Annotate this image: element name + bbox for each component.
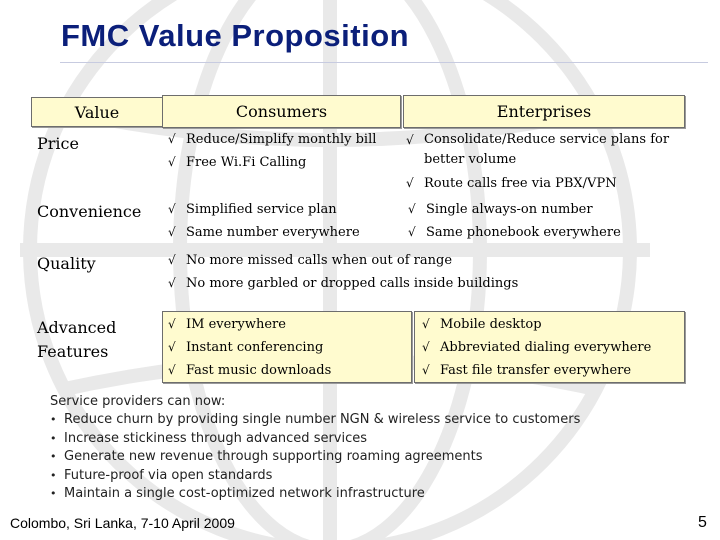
list-item-text: No more garbled or dropped calls inside buildings	[186, 276, 519, 291]
list-item	[422, 336, 651, 359]
list-item-text: Instant conferencing	[186, 340, 324, 355]
check-icon: √	[406, 133, 414, 147]
check-icon: √	[168, 253, 176, 267]
list-item	[422, 313, 651, 336]
list-item	[168, 249, 518, 272]
list-item	[168, 313, 331, 336]
row-label-convenience: Convenience	[37, 202, 142, 221]
header-consumers	[162, 95, 401, 128]
list-item	[168, 151, 376, 174]
list-item-text: Fast music downloads	[186, 363, 332, 378]
summary-list	[50, 411, 710, 504]
summary-section	[50, 392, 710, 504]
list-item	[422, 359, 651, 382]
list-item-text: IM everywhere	[186, 317, 286, 332]
row-label-price: Price	[37, 134, 79, 153]
check-icon: √	[168, 317, 176, 331]
check-icon: √	[168, 340, 176, 354]
summary-item	[50, 430, 710, 449]
advanced-consumers-list	[168, 313, 331, 382]
check-icon: √	[408, 202, 416, 216]
check-icon: √	[406, 176, 414, 190]
list-item	[168, 359, 331, 382]
summary-lead: Service providers can now:	[50, 394, 226, 409]
check-icon: √	[422, 340, 430, 354]
list-item-text: Reduce/Simplify monthly bill	[186, 132, 377, 147]
header-consumers-label: Consumers	[235, 102, 328, 121]
header-value-label: Value	[74, 102, 120, 122]
summary-item	[50, 485, 710, 504]
list-item-text: Single always-on number	[426, 202, 593, 217]
row-label-advanced-features: Advanced Features	[37, 318, 117, 361]
list-item-text: Route calls free via PBX/VPN	[424, 176, 617, 191]
check-icon: √	[168, 363, 176, 377]
title-divider	[60, 62, 708, 63]
check-icon: √	[168, 202, 176, 216]
convenience-consumers-list	[168, 198, 360, 244]
summary-item-text: Generate new revenue through supporting roaming agreements	[64, 449, 483, 464]
list-item-text: Consolidate/Reduce service plans for better volume	[424, 132, 670, 167]
header-enterprises	[403, 95, 685, 128]
list-item-text: Same phonebook everywhere	[426, 225, 621, 240]
bullet-icon: •	[50, 413, 57, 426]
bullet-icon: •	[50, 487, 57, 500]
list-item	[168, 336, 331, 359]
price-consumers-list	[168, 128, 376, 174]
footer-text: Colombo, Sri Lanka, 7-10 April 2009	[10, 515, 235, 531]
list-item-text: Abbreviated dialing everywhere	[440, 340, 652, 355]
list-item	[168, 272, 518, 295]
list-item-text: Fast file transfer everywhere	[440, 363, 632, 378]
check-icon: √	[422, 363, 430, 377]
bullet-icon: •	[50, 468, 57, 482]
summary-item	[50, 411, 710, 430]
quality-combined-list	[168, 249, 518, 295]
list-item	[406, 130, 681, 170]
list-item	[168, 221, 360, 244]
page-number: 5	[698, 514, 707, 531]
check-icon: √	[422, 317, 430, 331]
check-icon: √	[168, 155, 176, 169]
summary-item	[50, 448, 710, 467]
header-value	[31, 97, 163, 127]
list-item-text: No more missed calls when out of range	[186, 253, 453, 268]
check-icon: √	[168, 132, 176, 146]
summary-item-text: Increase stickiness through advanced services	[64, 430, 368, 446]
summary-item-text: Maintain a single cost-optimized network infrastructure	[64, 486, 425, 501]
price-enterprises-list	[406, 130, 681, 195]
header-enterprises-label: Enterprises	[496, 102, 592, 121]
row-label-quality: Quality	[37, 254, 96, 273]
list-item	[168, 128, 376, 151]
convenience-enterprises-list	[408, 198, 621, 244]
list-item	[406, 172, 681, 195]
list-item	[168, 198, 360, 221]
bullet-icon: •	[50, 431, 57, 445]
check-icon: √	[408, 225, 416, 239]
summary-item-text: Future-proof via open standards	[64, 467, 273, 483]
advanced-enterprises-list	[422, 313, 651, 382]
list-item-text: Free Wi.Fi Calling	[186, 155, 307, 170]
list-item	[408, 198, 621, 221]
check-icon: √	[168, 225, 176, 239]
list-item	[408, 221, 621, 244]
list-item-text: Mobile desktop	[440, 317, 542, 332]
bullet-icon: •	[50, 450, 57, 463]
check-icon: √	[168, 276, 176, 290]
summary-item-text: Reduce churn by providing single number NGN & wireless service to customers	[64, 412, 581, 427]
list-item-text: Same number everywhere	[186, 225, 360, 240]
list-item-text: Simplified service plan	[186, 202, 337, 217]
slide-title: FMC Value Proposition	[61, 18, 410, 53]
summary-item	[50, 467, 710, 486]
